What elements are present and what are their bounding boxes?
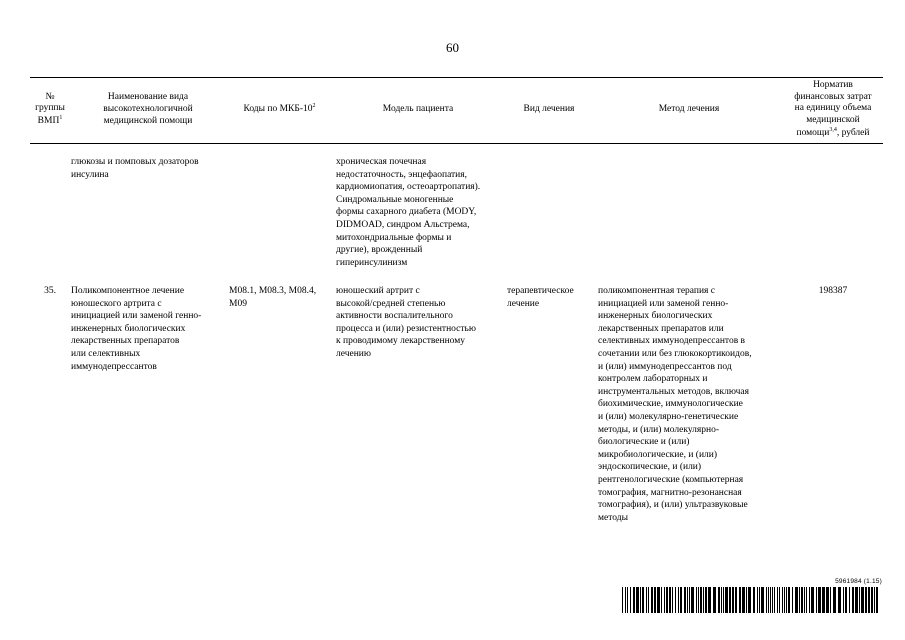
row1-method-line: лекарственных препаратов или xyxy=(598,323,724,334)
row0-model-line: хроническая почечная xyxy=(336,157,427,167)
row0-name-line: инсулина xyxy=(71,169,109,180)
header-cost-line-3: на единицу объема xyxy=(794,103,872,114)
row1-model-line: к проводимому лекарственному xyxy=(336,336,466,347)
row0-model-line: митохондриальные формы и xyxy=(336,232,452,243)
row0-model-line: гиперинсулинизм xyxy=(336,257,408,268)
row1-name-line: лекарственных препаратов xyxy=(71,336,180,347)
row1-name-line: инженерных биологических xyxy=(71,323,186,334)
row1-model-line: лечению xyxy=(336,348,371,359)
header-patient-model xyxy=(333,78,503,142)
header-cost-footnote: 3,4 xyxy=(829,127,837,134)
row0-model-line: недостаточность, энцефаопатия, xyxy=(336,169,468,180)
header-method-text: Метод лечения xyxy=(658,104,720,115)
row1-icd-line: M09 xyxy=(229,298,247,309)
row1-method-line: инструментальных методов, включая xyxy=(598,386,749,397)
row0-model-line: кардиомиопатия, остеоартропатия). xyxy=(336,182,481,193)
row1-method-line: томография), и (или) ультразвуковые xyxy=(598,500,748,511)
row1-model-line: высокой/средней степенью xyxy=(336,298,446,309)
row1-patient-model xyxy=(336,285,502,361)
row1-cost-standard: 198387 xyxy=(818,286,848,296)
row1-method-line: и (или) молекулярно-генетические xyxy=(598,411,739,422)
header-type-text: Вид лечения xyxy=(523,104,575,115)
row1-model-line: активности воспалительного xyxy=(336,311,453,322)
header-group-line-1: № xyxy=(45,91,55,102)
barcode-icon xyxy=(622,587,882,613)
row1-name-line: или селективных xyxy=(71,348,141,359)
header-icd-text: Коды по МКБ-10 xyxy=(243,104,313,115)
header-cost-line-1: Норматив xyxy=(813,79,853,90)
header-group-line-2: группы xyxy=(35,103,65,114)
header-cost-line-2: финансовых затрат xyxy=(794,91,872,102)
row0-care-type-name xyxy=(71,156,225,181)
row1-icd-line: M08.1, M08.3, M08.4, xyxy=(229,286,317,296)
row1-name-line: юношеского артрита с xyxy=(71,298,162,309)
header-model-text: Модель пациента xyxy=(382,104,454,115)
row1-name-line: Поликомпонентное лечение xyxy=(71,286,185,296)
row1-method-line: рентгенологические (компьютерная xyxy=(598,474,744,485)
row1-icd-codes xyxy=(229,285,333,310)
page-number: 60 xyxy=(446,40,459,55)
header-icd-codes xyxy=(226,78,333,142)
row1-model-line: процесса и (или) резистентностью xyxy=(336,323,476,334)
row1-treatment-type xyxy=(507,285,595,310)
table-header-bottom-rule xyxy=(30,143,883,144)
row1-care-type-name xyxy=(71,285,225,373)
row1-method-line: биологические и (или) xyxy=(598,437,690,448)
row1-method-line: поликомпонентная терапия с xyxy=(598,286,716,296)
row1-treatment-method xyxy=(598,285,782,524)
row1-method-line: томография, магнитно-резонансная xyxy=(598,487,742,498)
row1-type-line: терапевтическое xyxy=(507,286,574,296)
header-cost-standard xyxy=(783,78,883,142)
header-group-line-3: ВМП xyxy=(37,116,60,127)
header-group-number xyxy=(30,78,70,142)
row1-method-line: методы, и (или) молекулярно- xyxy=(598,424,720,435)
header-icd-footnote: 2 xyxy=(312,103,316,110)
row0-model-line: DIDMOAD, синдром Альстрема, xyxy=(336,219,470,230)
header-treatment-method xyxy=(595,78,783,142)
row1-method-line: инженерных биологических xyxy=(598,311,713,322)
row1-method-line: сочетании или без глюкокортикоидов, xyxy=(598,348,752,359)
row1-method-line: методы xyxy=(598,512,628,523)
header-care-type-name xyxy=(70,78,226,142)
header-cost-line-5-post: , рублей xyxy=(836,128,870,139)
header-treatment-type xyxy=(503,78,595,142)
header-name-line-1: Наименование вида xyxy=(107,92,189,103)
row1-name-line: иммунодепрессантов xyxy=(71,361,157,372)
row1-group-number: 35. xyxy=(44,286,56,296)
row0-model-line: формы сахарного диабета (MODY, xyxy=(336,207,477,218)
row1-method-line: эндоскопические, и (или) xyxy=(598,462,702,473)
row1-method-line: микробиологические, и (или) xyxy=(598,449,718,460)
barcode-code: 5961984 (1.15) xyxy=(835,578,882,585)
row0-model-line: Синдромальные моногенные xyxy=(336,194,454,205)
row0-model-line: другие), врожденный xyxy=(336,245,423,256)
row1-method-line: инициацией или заменой генно- xyxy=(598,298,729,309)
row1-name-line: инициацией или заменой генно- xyxy=(71,311,202,322)
row1-method-line: контролем лабораторных и xyxy=(598,374,708,385)
header-cost-line-5-pre: помощи xyxy=(796,128,830,139)
row0-patient-model xyxy=(336,156,502,269)
header-cost-line-4: медицинской xyxy=(806,115,860,126)
row1-method-line: биохимические, иммунологические xyxy=(598,399,743,410)
row0-name-line: глюкозы и помповых дозаторов xyxy=(71,157,199,167)
header-name-line-3: медицинской помощи xyxy=(103,115,193,126)
row1-method-line: и (или) иммунодепрессантов под xyxy=(598,361,732,372)
row1-method-line: селективных иммунодепрессантов в xyxy=(598,336,746,347)
row1-type-line: лечение xyxy=(507,298,540,309)
row1-model-line: юношеский артрит с xyxy=(336,286,420,296)
header-group-footnote: 1 xyxy=(59,115,63,122)
header-name-line-2: высокотехнологичной xyxy=(103,104,193,115)
